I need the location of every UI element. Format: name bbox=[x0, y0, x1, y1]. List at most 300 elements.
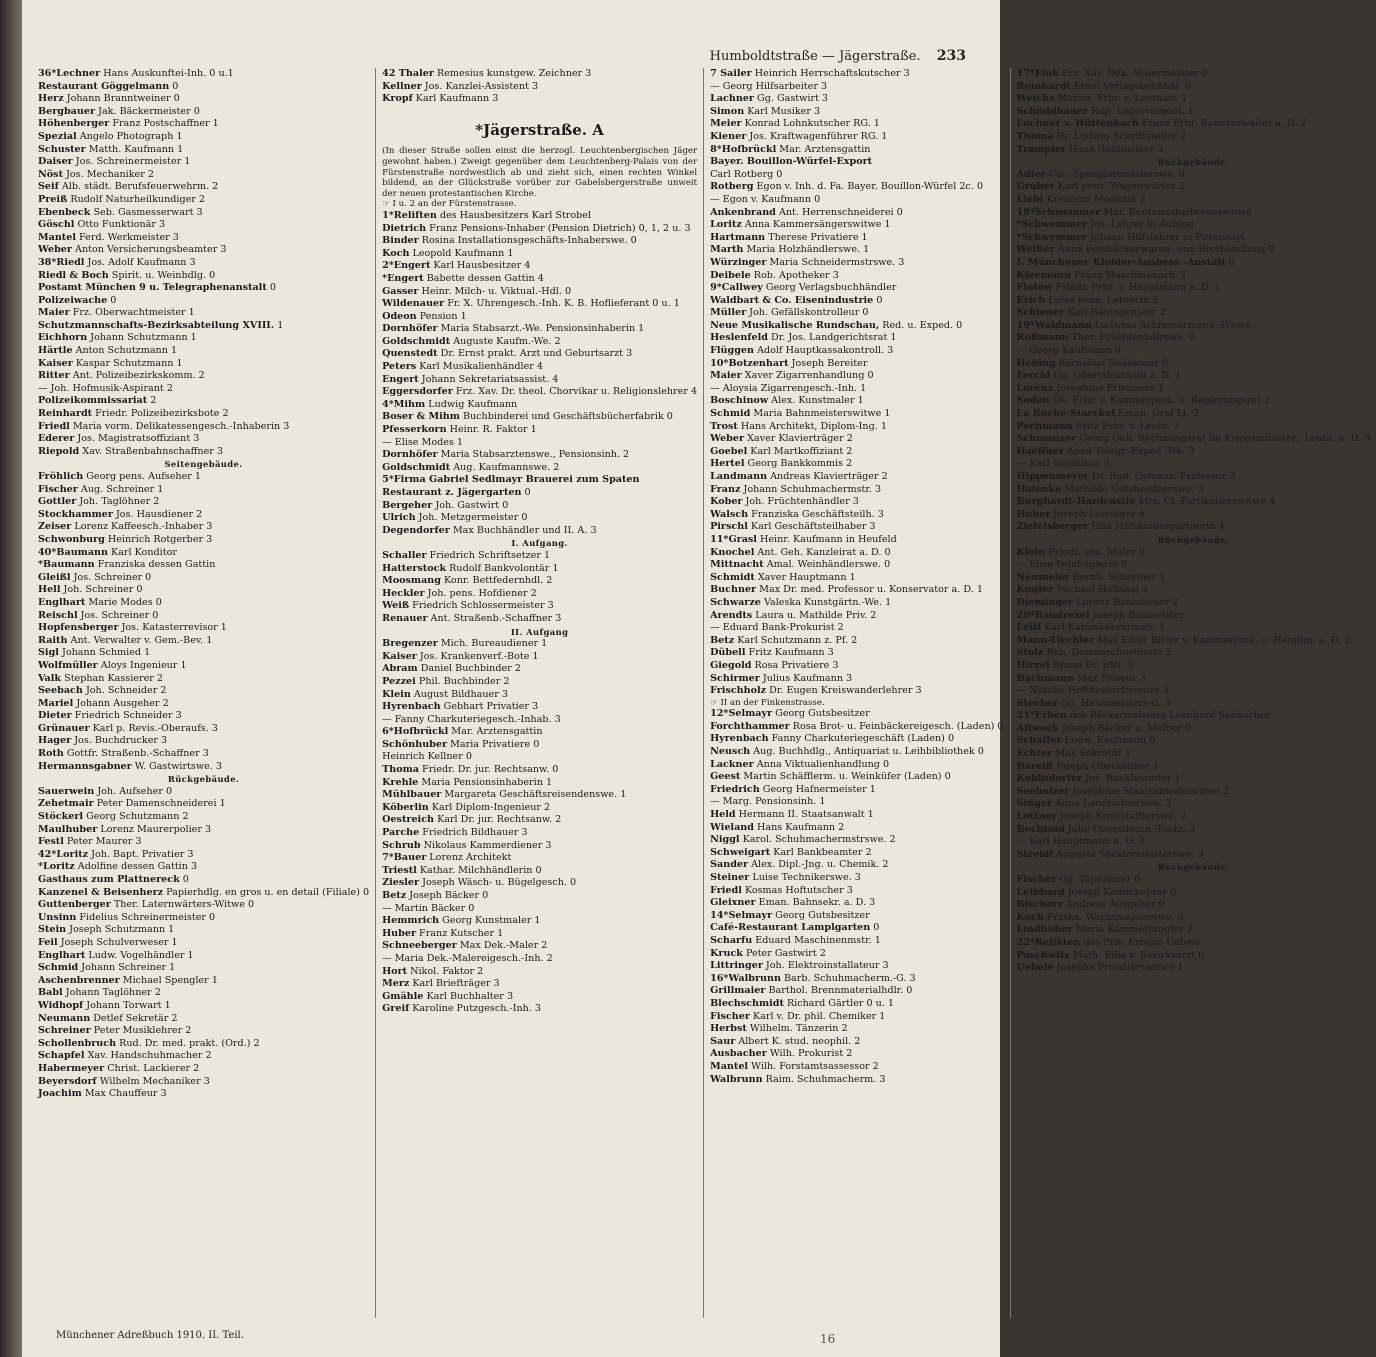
directory-entry bbox=[38, 622, 369, 635]
entry-details: Johann Schuhmachermstr. 3 bbox=[740, 483, 882, 495]
entry-details: Josepha Privatierswitwe 1 bbox=[1053, 962, 1184, 974]
entry-name: Renauer bbox=[382, 612, 428, 624]
entry-details: Hans Auskunftei-Inh. 0 u.1 bbox=[100, 68, 234, 79]
entry-name: Schweigart bbox=[710, 846, 771, 858]
entry-name: Stolz bbox=[1016, 647, 1044, 659]
directory-entry bbox=[1017, 257, 1371, 270]
directory-entry bbox=[710, 521, 1003, 534]
entry-details: Frz. Oberwachtmeister 1 bbox=[69, 307, 195, 319]
entry-details: Johann Torwart 1 bbox=[83, 999, 171, 1011]
entry-details: Nikolaus Kammerdiener 3 bbox=[420, 839, 552, 851]
directory-entry bbox=[710, 660, 1003, 673]
directory-entry bbox=[38, 1025, 369, 1038]
entry-details: Christ. Lackierer 2 bbox=[104, 1062, 200, 1074]
entry-name: Peters bbox=[382, 361, 417, 373]
directory-entry bbox=[382, 890, 697, 903]
entry-name: 22*Relikten bbox=[1016, 936, 1081, 948]
directory-entry bbox=[710, 771, 1003, 784]
entry-details: Wilhelm. Tänzerin 2 bbox=[746, 1023, 848, 1035]
directory-entry bbox=[1017, 622, 1371, 635]
directory-entry bbox=[1017, 937, 1371, 950]
directory-entry bbox=[382, 840, 697, 853]
directory-entry bbox=[38, 685, 369, 698]
entry-details: Konr. Bettfedernhdl. 2 bbox=[440, 575, 553, 587]
entry-details: Fr. X. Uhrengesch.-Inh. K. B. Hoflieferant 0 u. 1 bbox=[444, 298, 680, 310]
entry-name: Koch bbox=[382, 247, 410, 259]
entry-details: Leopold Kaufmann 1 bbox=[409, 247, 514, 259]
directory-entry bbox=[382, 336, 697, 349]
entry-details: Kaspar Schutzmann 1 bbox=[72, 357, 183, 369]
directory-entry bbox=[710, 81, 1003, 94]
entry-name: Feil bbox=[38, 936, 58, 948]
entry-name: Hopfensberger bbox=[38, 622, 119, 634]
directory-entry bbox=[38, 861, 369, 874]
directory-entry bbox=[710, 370, 1003, 383]
entry-details: Lorenz Architekt bbox=[426, 852, 512, 864]
directory-entry bbox=[382, 966, 697, 979]
directory-entry bbox=[38, 282, 369, 295]
entry-name: *Engert bbox=[382, 272, 424, 284]
entry-details: Jos. Krankenverf.-Bote 1 bbox=[416, 650, 539, 662]
entry-name: Herz bbox=[38, 93, 64, 105]
entry-details: Gg. Hausmeisters-G. 3 bbox=[1057, 697, 1171, 709]
directory-entry bbox=[1017, 131, 1371, 144]
entry-name: Schmidt bbox=[710, 571, 755, 583]
entry-name: Grillmaier bbox=[710, 985, 766, 997]
entry-name: Fischer bbox=[1016, 874, 1057, 885]
entry-name: Kaiser bbox=[38, 357, 73, 369]
directory-entry bbox=[710, 118, 1003, 131]
directory-entry bbox=[1017, 93, 1371, 106]
directory-entry bbox=[382, 865, 697, 878]
directory-entry bbox=[710, 421, 1003, 434]
entry-details: Karl Kaminkehrermstr. 1 bbox=[1041, 622, 1166, 634]
entry-details: Elsa Hilfskindergärtnerin 4 bbox=[1088, 521, 1225, 533]
directory-entry bbox=[382, 928, 697, 941]
directory-entry bbox=[38, 874, 369, 887]
entry-details: Luise Technikerswe. 3 bbox=[749, 872, 861, 883]
entry-name: 6*Hofbrückl bbox=[382, 726, 449, 738]
directory-entry bbox=[710, 708, 1003, 721]
entry-details: Kosmas Hoftutscher 3 bbox=[741, 884, 853, 896]
entry-name: Ritter bbox=[38, 370, 70, 382]
entry-name: Stein bbox=[38, 924, 67, 936]
entry-name: Marth bbox=[710, 244, 744, 256]
entry-name: Pirschl bbox=[710, 521, 748, 533]
directory-entry bbox=[1017, 660, 1371, 673]
directory-entry bbox=[1017, 824, 1371, 837]
entry-name: Quenstedt bbox=[382, 348, 438, 360]
entry-details: Franziska dessen Gattin bbox=[94, 559, 216, 571]
entry-details: Franz Frhr. Bahnverwalter a. D. 2 bbox=[1138, 118, 1307, 130]
directory-entry bbox=[710, 547, 1003, 560]
directory-entry bbox=[382, 689, 697, 702]
entry-name: Binder bbox=[382, 235, 419, 247]
directory-entry bbox=[710, 144, 1003, 157]
street-note: ☞ II an der Finkenstrasse. bbox=[710, 697, 825, 708]
entry-details: Alex. Dipl.-Jng. u. Chemik. 2 bbox=[748, 859, 889, 871]
directory-entry bbox=[710, 622, 1003, 635]
entry-name: 18*Schwemmer bbox=[1016, 206, 1101, 218]
entry-details: Nikol. Faktor 2 bbox=[407, 965, 484, 977]
entry-details: Joseph Bäcker 0 bbox=[406, 890, 489, 901]
directory-entry bbox=[710, 484, 1003, 497]
directory-entry bbox=[1017, 219, 1371, 232]
entry-details: Peter Musiklehrer 2 bbox=[90, 1025, 192, 1037]
entry-details: Max Edler Ritter v. Kammerjunk. u. Hauptm. a. D. 2 bbox=[1094, 634, 1351, 646]
entry-name: Guttenberger bbox=[38, 899, 111, 911]
entry-details: 0 bbox=[179, 874, 189, 885]
directory-entry bbox=[382, 323, 697, 336]
entry-details: Ernst Verlagsbuchhdl. 0 bbox=[1070, 80, 1191, 92]
entry-name: Polizeiwache bbox=[38, 294, 108, 306]
entry-name: Trampler bbox=[1016, 143, 1066, 155]
directory-entry bbox=[38, 887, 369, 900]
entry-details: Joseph Wäsch- u. Bügelgesch. 0 bbox=[419, 877, 577, 889]
entry-details: Joh. Schneider 2 bbox=[82, 685, 167, 697]
entry-details: Heinrich Kellner 0 bbox=[382, 751, 472, 763]
directory-entry bbox=[382, 940, 697, 953]
entry-details: Maria Kammerjungfer 2 bbox=[1072, 924, 1194, 936]
entry-name: Kropf bbox=[382, 93, 413, 105]
directory-entry bbox=[382, 789, 697, 802]
directory-entry bbox=[382, 361, 697, 374]
entry-name: Schönhuber bbox=[382, 738, 448, 750]
entry-details: Gg. Oberstleutnant z. D. 1 bbox=[1050, 370, 1181, 382]
entry-details: Ludwig Kaufmann bbox=[425, 398, 518, 410]
entry-details: Maria Stabsarzt.-We. Pensionsinhaberin 1 bbox=[437, 323, 645, 335]
directory-entry bbox=[38, 471, 369, 484]
section-heading: II. Aufgang bbox=[510, 626, 569, 637]
entry-details: Georg Hafnermeister 1 bbox=[759, 783, 876, 795]
entry-name: Mittnacht bbox=[710, 559, 764, 571]
entry-details: — Joh. Hofmusik-Aspirant 2 bbox=[38, 382, 173, 394]
entry-name: Geest bbox=[710, 771, 741, 783]
entry-details: Franz Maschinenarb. 1 bbox=[1071, 269, 1188, 281]
entry-name: Gleixner bbox=[710, 897, 756, 909]
entry-details: Eduard Maschinenmstr. 1 bbox=[752, 934, 881, 946]
entry-name: Krehle bbox=[382, 776, 419, 788]
directory-entry bbox=[38, 509, 369, 522]
entry-name: Gmähle bbox=[382, 990, 424, 1002]
directory-entry bbox=[382, 500, 697, 513]
entry-name: *Loritz bbox=[38, 861, 75, 873]
entry-details: Matth. Kaufmann 1 bbox=[85, 143, 184, 155]
entry-name: Bechtold bbox=[1016, 823, 1065, 835]
entry-name: Degendorfer bbox=[382, 524, 450, 536]
directory-entry bbox=[382, 210, 697, 223]
directory-entry bbox=[1017, 647, 1371, 660]
directory-entry bbox=[710, 106, 1003, 119]
entry-name: Landmann bbox=[710, 471, 768, 482]
entry-name: Gleißl bbox=[38, 571, 71, 583]
directory-entry bbox=[1017, 232, 1371, 245]
entry-details: Peter Gastwirt 2 bbox=[742, 947, 826, 959]
entry-details: Carl Rotberg 0 bbox=[710, 168, 783, 180]
entry-details: Andreas Klavierträger 2 bbox=[767, 471, 888, 482]
entry-details: Maria vorm. Delikatessengesch.-Inhaberin 3 bbox=[69, 420, 290, 432]
directory-entry bbox=[1017, 270, 1371, 283]
directory-entry bbox=[710, 647, 1003, 660]
directory-entry bbox=[1017, 207, 1371, 220]
directory-entry bbox=[710, 181, 1003, 194]
entry-name: Stöckerl bbox=[38, 811, 84, 823]
directory-entry bbox=[38, 534, 369, 547]
entry-details: Jos. Katasterrevisor 1 bbox=[118, 622, 227, 634]
directory-entry bbox=[382, 827, 697, 840]
entry-name: Höhenberger bbox=[38, 118, 110, 130]
street-note: (In dieser Straße sollen einst die herzogl. Leuchtenbergischen Jäger gewohnt haben.) Zweigt gegenüber dem Leuchtenberg-Palais von der Fürstenstraße nordwestlich ab und zieht sich, einen rechten Winkel bildend, an der Glückstraße vorüber zur Gabelsbergerstraße unweit der neuen protestantischen Kirche. bbox=[382, 146, 698, 199]
entry-details: Max Chauffeur 3 bbox=[81, 1088, 167, 1100]
directory-entry bbox=[38, 710, 369, 723]
directory-entry bbox=[710, 169, 1003, 182]
entry-details: Mich. Bureaudiener 1 bbox=[437, 638, 548, 650]
entry-details: Adolf Hauptkassakontroll. 3 bbox=[754, 345, 894, 357]
entry-name: Ausbacher bbox=[710, 1048, 767, 1060]
directory-entry bbox=[1017, 118, 1371, 131]
entry-details: Fanny Charkuteriegeschäft (Laden) 0 bbox=[768, 733, 955, 745]
directory-entry bbox=[382, 474, 697, 487]
directory-entry bbox=[710, 1048, 1003, 1061]
entry-details: Karl Musiker 3 bbox=[744, 105, 821, 117]
directory-entry bbox=[710, 721, 1003, 734]
directory-entry bbox=[382, 600, 697, 613]
entry-details: 0 bbox=[873, 294, 883, 306]
directory-entry bbox=[38, 1088, 369, 1101]
directory-entry bbox=[1017, 761, 1371, 774]
directory-entry bbox=[1017, 446, 1371, 459]
entry-details: Rosa Brot- u. Feinbäckereigesch. (Laden) 0 bbox=[789, 720, 1004, 732]
directory-entry bbox=[1017, 295, 1371, 308]
entry-name: 38*Riedl bbox=[38, 256, 85, 268]
entry-name: Hermannsgabner bbox=[38, 760, 132, 772]
entry-details: Eman. Bahnsekr. a. D. 3 bbox=[755, 897, 876, 909]
directory-entry bbox=[1017, 962, 1371, 975]
entry-details: Joh. Schreiner 0 bbox=[60, 584, 143, 596]
directory-entry bbox=[1017, 433, 1371, 446]
entry-name: Bergbauer bbox=[38, 105, 96, 117]
street-note: ☞ I u. 2 an der Fürstenstrasse. bbox=[382, 199, 517, 210]
entry-name: Restaurant z. Jägergarten bbox=[382, 487, 522, 498]
entry-details: Hans Hofmusiker 3 bbox=[1065, 143, 1164, 155]
entry-name: Bareiß bbox=[1016, 760, 1053, 772]
directory-entry bbox=[710, 973, 1003, 986]
entry-details: Wilh. Forstamtsassessor 2 bbox=[748, 1060, 879, 1072]
directory-entry bbox=[710, 1061, 1003, 1074]
entry-name: Haeffner bbox=[1016, 445, 1064, 457]
directory-entry bbox=[38, 962, 369, 975]
directory-entry bbox=[382, 814, 697, 827]
entry-name: 10*Botzenhart bbox=[710, 357, 789, 369]
directory-entry bbox=[710, 1074, 1003, 1087]
entry-name: Mantel bbox=[710, 1060, 749, 1072]
entry-name: Saur bbox=[710, 1035, 736, 1047]
entry-name: Goldschmidt bbox=[382, 335, 451, 347]
directory-entry bbox=[1017, 849, 1371, 862]
entry-details: Max Friseur 3 bbox=[1074, 672, 1146, 684]
entry-details: Max Dek.-Maler 2 bbox=[456, 940, 548, 952]
directory-entry bbox=[710, 68, 1003, 81]
entry-details: Mar. Arztensgattin bbox=[448, 726, 543, 738]
entry-name: Weber bbox=[710, 433, 745, 445]
street-heading: *Jägerstraße. A bbox=[475, 120, 604, 139]
entry-details: Andreas Ausgeher 0 bbox=[1063, 899, 1165, 911]
directory-entry bbox=[710, 194, 1003, 207]
entry-details: Gg. Gastwirt 3 bbox=[754, 93, 828, 105]
entry-details: Karl Musikalienhändler 4 bbox=[416, 361, 544, 373]
entry-details: Amal. Weinhändlerswe. 0 bbox=[763, 559, 891, 571]
entry-details: Heinrich Herrschaftskutscher 3 bbox=[751, 68, 910, 79]
entry-name: Göschl bbox=[38, 219, 75, 231]
entry-details: Red. u. Exped. 0 bbox=[879, 319, 963, 331]
directory-entry bbox=[382, 563, 697, 576]
entry-details: Bruno Dr. phil. 3 bbox=[1049, 659, 1134, 671]
entry-name: Restaurant Göggelmann bbox=[38, 80, 170, 92]
directory-entry bbox=[38, 748, 369, 761]
entry-name: Echter bbox=[1016, 748, 1053, 760]
directory-entry bbox=[1017, 408, 1371, 421]
directory-entry bbox=[38, 1000, 369, 1013]
entry-details: 0 bbox=[107, 294, 117, 306]
entry-name: Rotberg bbox=[710, 181, 754, 193]
entry-details: Gg. Tapezierer 0 bbox=[1056, 874, 1141, 885]
directory-entry bbox=[710, 131, 1003, 144]
entry-details: Aug. Kaufmannswe. 2 bbox=[450, 461, 560, 473]
entry-details: Barthol. Brennmaterialhdlr. 0 bbox=[765, 985, 913, 997]
directory-entry bbox=[38, 93, 369, 106]
entry-name: Koch bbox=[1016, 911, 1044, 923]
entry-details: Johann Branntweiner 0 bbox=[63, 93, 180, 105]
book-spine-edge bbox=[0, 0, 22, 1357]
entry-name: Thoma bbox=[1016, 130, 1054, 142]
entry-name: Hartmann bbox=[710, 231, 766, 243]
entry-details: Frz. Xav. Dr. theol. Chorvikar u. Religionslehrer 4 bbox=[452, 386, 698, 398]
entry-details: — Marg. Pensionsinh. 1 bbox=[710, 796, 826, 808]
directory-entry bbox=[38, 421, 369, 434]
entry-name: Kohlndorfer bbox=[1016, 773, 1083, 785]
entry-name: Lachner bbox=[710, 93, 754, 105]
entry-details: Barb. Schuhmacherm.-G. 3 bbox=[780, 972, 916, 984]
entry-name: Babl bbox=[38, 987, 63, 999]
entry-name: Franz bbox=[710, 483, 741, 495]
directory-entry bbox=[1017, 194, 1371, 207]
directory-entry bbox=[1017, 307, 1371, 320]
directory-entry bbox=[710, 635, 1003, 648]
directory-entry bbox=[710, 998, 1003, 1011]
entry-details: Georg Geh. Rechnungsrat im Kriegsminister., Leutn. a. D. 3 bbox=[1076, 433, 1371, 445]
entry-details: Frz. Xav. Dek.-Malermeister 0 bbox=[1058, 68, 1208, 79]
directory-entry bbox=[1017, 597, 1371, 610]
entry-name: Köberlin bbox=[382, 801, 429, 813]
directory-entry bbox=[38, 244, 369, 257]
section-heading: Rückgebäude. bbox=[1157, 862, 1230, 873]
entry-details: Joh. Aufseher 0 bbox=[94, 785, 173, 797]
entry-name: Wolfmüller bbox=[38, 659, 98, 671]
entry-name: Wildenauer bbox=[382, 298, 445, 310]
directory-entry bbox=[710, 332, 1003, 345]
entry-name: Heckler bbox=[382, 587, 425, 599]
entry-name: Mariel bbox=[38, 697, 74, 709]
entry-details: Marie Modes 0 bbox=[85, 596, 162, 608]
entry-name: Fischer bbox=[38, 483, 78, 495]
entry-name: Pfesserkorn bbox=[382, 424, 447, 436]
entry-name: Halenke bbox=[1016, 483, 1062, 495]
entry-name: Englhart bbox=[38, 949, 86, 961]
entry-name: Goebel bbox=[710, 445, 748, 457]
entry-name: Neumeier bbox=[1016, 571, 1070, 583]
entry-name: 36*Lechner bbox=[38, 68, 101, 79]
directory-entry bbox=[1017, 773, 1371, 786]
directory-entry bbox=[38, 798, 369, 811]
entry-details: Josephine Staatsanwaltswitwe 2 bbox=[1069, 785, 1230, 797]
entry-details: Jos. Kanzlei-Assistent 3 bbox=[421, 80, 539, 92]
directory-entry bbox=[1017, 912, 1371, 925]
entry-details: Anna Landrichterswe. 2 bbox=[1051, 798, 1172, 810]
directory-entry bbox=[1017, 345, 1371, 358]
entry-details: Joseph Schutzmann 1 bbox=[66, 924, 175, 936]
entry-name: Klein bbox=[1016, 546, 1046, 558]
directory-entry bbox=[38, 446, 369, 459]
entry-details: Konrad Lohnkutscher RG. 1 bbox=[741, 118, 880, 130]
entry-name: Huber bbox=[1016, 508, 1051, 520]
entry-name: Kiener bbox=[710, 130, 747, 142]
entry-name: Moosmang bbox=[382, 575, 441, 587]
entry-name: Kanzenel & Beisenherz bbox=[38, 886, 164, 898]
entry-details: 0 bbox=[870, 922, 880, 934]
directory-entry bbox=[38, 496, 369, 509]
entry-name: Lorenz bbox=[1016, 382, 1054, 394]
directory-entry bbox=[38, 395, 369, 408]
directory-entry bbox=[382, 348, 697, 361]
entry-name: Schollenbruch bbox=[38, 1037, 117, 1049]
entry-details: Ludw. Kaufmann 0 bbox=[1061, 735, 1156, 747]
entry-details: — Eduard Bank-Prokurist 2 bbox=[710, 622, 844, 634]
entry-details: Buchbinderei und Geschäftsbücherfabrik 0 bbox=[459, 411, 673, 423]
entry-details: Dr. Jos. Landgerichtsrat 1 bbox=[767, 332, 897, 344]
entry-name: Würzinger bbox=[710, 256, 767, 268]
entry-details: 0 bbox=[169, 80, 179, 92]
entry-details: Jos. Kraftwagenführer RG. 1 bbox=[746, 130, 888, 142]
directory-entry bbox=[38, 295, 369, 308]
entry-name: Riedl & Boch bbox=[38, 269, 109, 281]
directory-entry bbox=[382, 311, 697, 324]
entry-details: Karl pens. Wagenwärter 2 bbox=[1054, 181, 1185, 193]
entry-name: Hemmrich bbox=[382, 915, 440, 927]
directory-entry bbox=[382, 638, 697, 651]
directory-entry bbox=[382, 991, 697, 1004]
directory-entry bbox=[710, 910, 1003, 923]
directory-entry bbox=[710, 935, 1003, 948]
directory-entry bbox=[382, 588, 697, 601]
entry-details: Albert K. stud. neophil. 2 bbox=[735, 1035, 861, 1047]
entry-name: Kober bbox=[710, 496, 743, 508]
entry-details: Ant. Straßenb.-Schaffner 3 bbox=[427, 612, 562, 624]
entry-details: Julius Kaufmann 3 bbox=[759, 672, 853, 684]
entry-name: Nöst bbox=[38, 168, 64, 180]
entry-name: Maulhuber bbox=[38, 823, 98, 835]
entry-details: Peter Damenschneiderei 1 bbox=[93, 798, 226, 810]
entry-details: W. Gastwirtswe. 3 bbox=[131, 760, 222, 772]
directory-entry bbox=[38, 219, 369, 232]
directory-entry bbox=[38, 1038, 369, 1051]
header-title: Humboldtstraße — Jägerstraße. bbox=[709, 49, 921, 64]
entry-details: Mar. Arztensgattin bbox=[776, 143, 871, 155]
directory-entry bbox=[38, 207, 369, 220]
entry-name: Sander bbox=[710, 859, 749, 871]
directory-entry bbox=[38, 950, 369, 963]
entry-name: Bayer. Bouillon-Würfel-Export bbox=[710, 156, 873, 168]
directory-entry bbox=[382, 651, 697, 664]
